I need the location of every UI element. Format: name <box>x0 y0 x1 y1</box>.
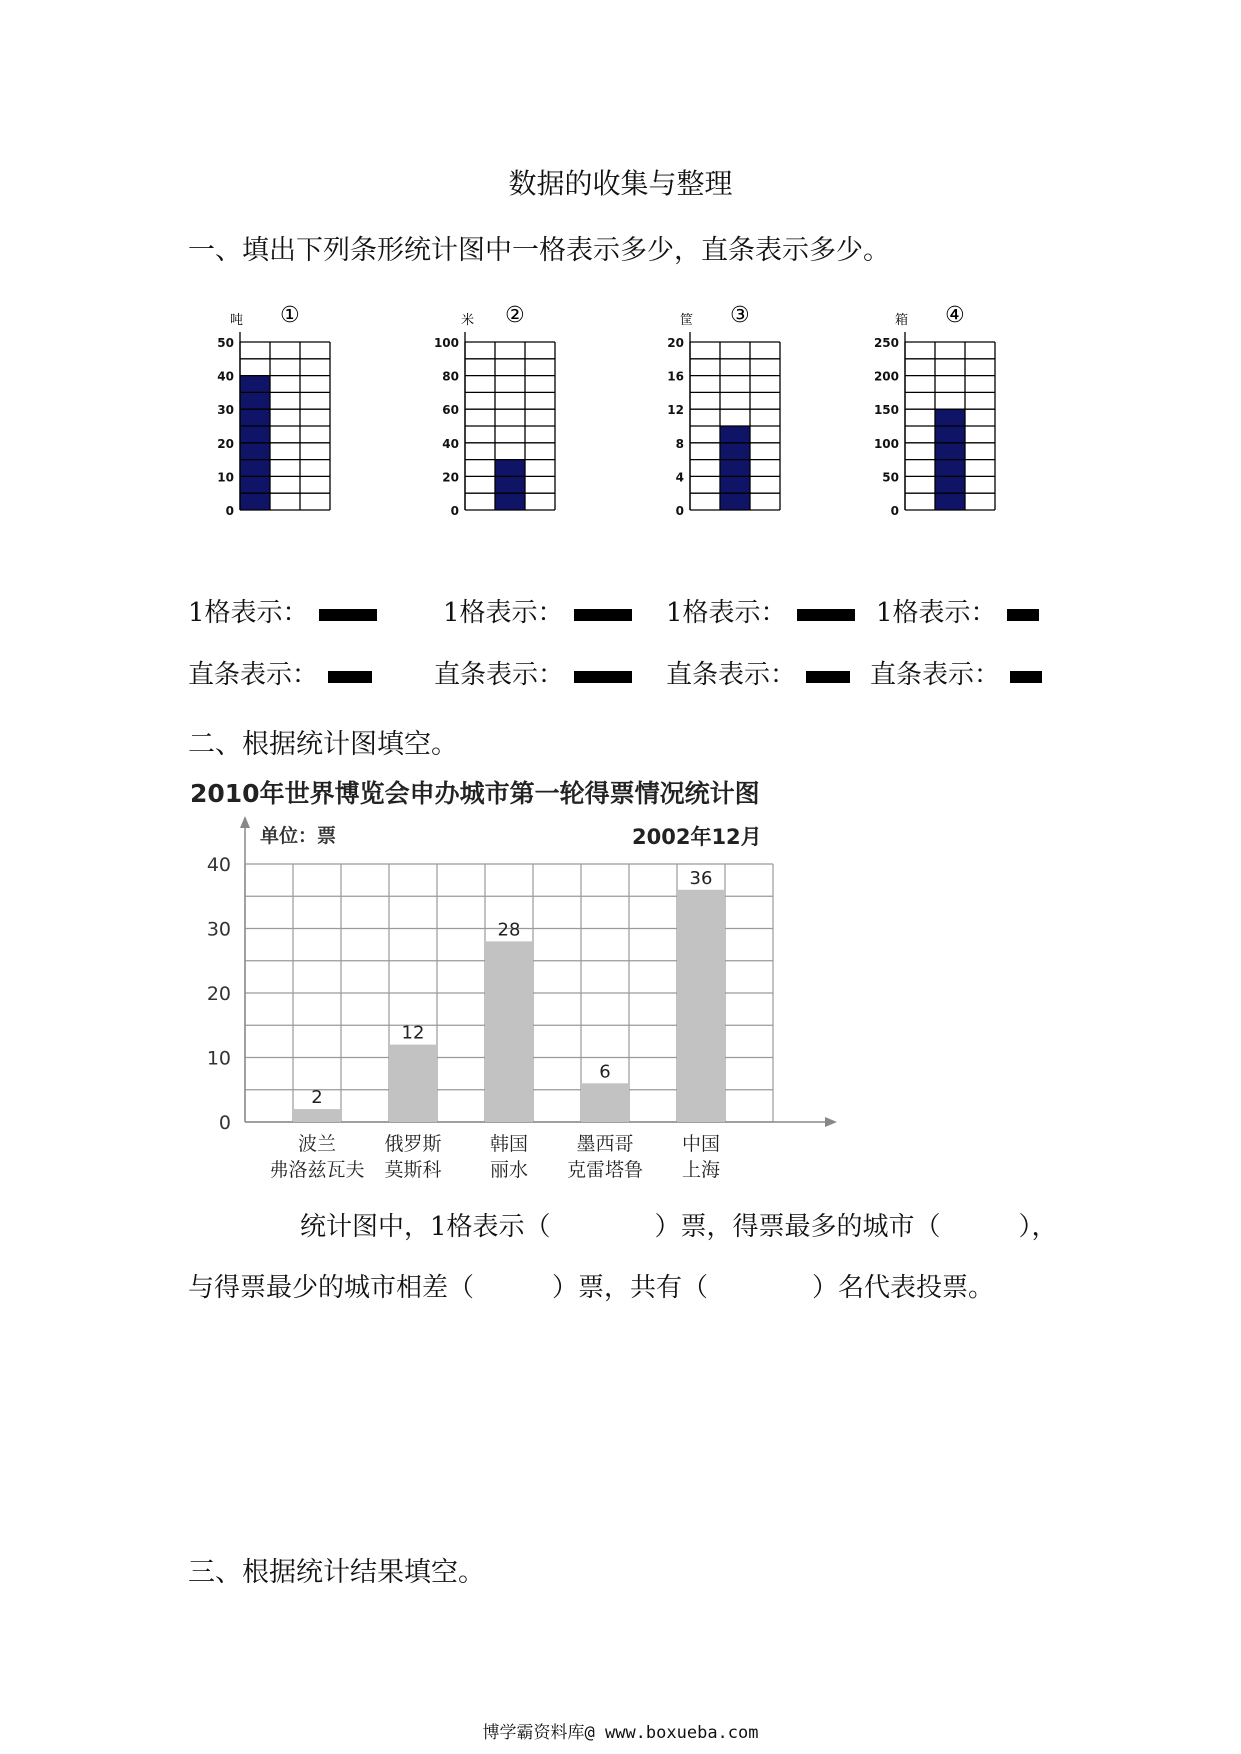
y-tick-label: 12 <box>667 403 684 418</box>
answer-blank[interactable] <box>797 609 855 621</box>
bar <box>677 890 725 1122</box>
y-tick-label: 10 <box>217 470 234 485</box>
bar-answer-1: 直条表示： <box>188 654 372 691</box>
y-tick-label: 20 <box>217 436 234 451</box>
bar <box>495 460 525 510</box>
y-tick-label: 30 <box>217 403 234 418</box>
answer-blank[interactable] <box>574 671 632 683</box>
unit-label: 单位：票 <box>260 825 337 847</box>
y-tick-label: 0 <box>225 504 234 518</box>
y-tick-label: 40 <box>442 436 459 451</box>
answer-blank[interactable] <box>806 671 850 683</box>
x-axis-arrow <box>825 1117 837 1127</box>
category-label: 上海 <box>681 1159 721 1181</box>
chart-unit: 吨 <box>230 313 244 328</box>
y-tick-label: 20 <box>206 983 231 1005</box>
y-tick-label: 50 <box>217 336 234 350</box>
y-tick-label: 10 <box>206 1047 231 1070</box>
chart-number: ④ <box>945 303 965 328</box>
section-2-heading: 二、根据统计图填空。 <box>188 729 458 760</box>
data-label: 12 <box>401 1022 425 1044</box>
answer-blank[interactable] <box>319 609 377 621</box>
chart-unit: 筐 <box>680 313 694 328</box>
y-tick-label: 0 <box>450 504 459 518</box>
bar <box>720 426 750 510</box>
bar-answer-2: 直条表示： <box>434 654 632 691</box>
y-tick-label: 80 <box>442 369 459 384</box>
section-3-heading: 三、根据统计结果填空。 <box>188 1557 485 1588</box>
cell-answer-2: 1格表示： <box>443 592 632 629</box>
category-label: 韩国 <box>489 1133 529 1155</box>
bar <box>485 941 533 1122</box>
category-label: 波兰 <box>297 1133 337 1155</box>
y-tick-label: 40 <box>206 854 231 876</box>
y-tick-label: 40 <box>217 369 234 384</box>
data-label: 2 <box>311 1087 323 1109</box>
y-tick-label: 200 <box>873 369 899 384</box>
y-tick-label: 20 <box>667 336 684 350</box>
bar <box>581 1083 629 1122</box>
y-tick-label: 100 <box>433 336 459 350</box>
answer-blank[interactable] <box>574 609 632 621</box>
y-tick-label: 8 <box>675 436 684 451</box>
small-bar-chart-4 <box>865 300 1055 550</box>
answer-blank[interactable] <box>1010 671 1042 683</box>
y-axis-arrow <box>240 816 250 828</box>
chart-unit: 米 <box>461 313 475 328</box>
category-label: 中国 <box>681 1133 721 1155</box>
chart-date: 2002年12月 <box>632 825 762 849</box>
category-label: 丽水 <box>489 1159 529 1181</box>
cell-answer-4: 1格表示： <box>876 592 1039 629</box>
cell-answer-1: 1格表示： <box>188 592 377 629</box>
chart-number: ② <box>505 303 525 328</box>
data-label: 6 <box>599 1061 611 1083</box>
section-1-heading: 一、填出下列条形统计图中一格表示多少，直条表示多少。 <box>188 235 890 266</box>
y-tick-label: 0 <box>218 1112 231 1134</box>
y-tick-label: 0 <box>675 504 684 518</box>
chart-number: ③ <box>730 303 750 328</box>
y-tick-label: 250 <box>873 336 899 350</box>
bar-answer-3: 直条表示： <box>666 654 850 691</box>
y-tick-label: 100 <box>873 436 899 451</box>
answer-blank[interactable] <box>328 671 372 683</box>
big-chart-title: 2010年世界博览会申办城市第一轮得票情况统计图 <box>190 779 760 808</box>
page-title: 数据的收集与整理 <box>508 167 733 200</box>
cell-answer-3: 1格表示： <box>666 592 855 629</box>
small-bar-chart-3 <box>650 300 840 550</box>
votes-bar-chart <box>200 812 860 1192</box>
bar-answer-4: 直条表示： <box>870 654 1042 691</box>
category-label: 俄罗斯 <box>384 1133 442 1155</box>
y-tick-label: 0 <box>890 504 899 518</box>
category-label: 弗洛兹瓦夫 <box>269 1159 365 1181</box>
data-label: 28 <box>497 919 521 941</box>
small-bar-chart-2 <box>425 300 615 550</box>
footer-text: 博学霸资料库@ www.boxueba.com <box>482 1723 759 1743</box>
small-bar-chart-1 <box>200 300 390 550</box>
y-tick-label: 30 <box>206 918 231 941</box>
question-2-line-2: 与得票最少的城市相差（ ）票，共有（ ）名代表投票。 <box>188 1273 995 1303</box>
category-label: 莫斯科 <box>384 1159 442 1181</box>
y-tick-label: 16 <box>667 369 684 384</box>
bar <box>389 1045 437 1122</box>
y-tick-label: 60 <box>442 403 459 418</box>
category-label: 墨西哥 <box>576 1133 634 1155</box>
chart-number: ① <box>280 303 300 328</box>
category-label: 克雷塔鲁 <box>566 1159 644 1181</box>
bar <box>293 1109 341 1122</box>
y-tick-label: 20 <box>442 470 459 485</box>
data-label: 36 <box>689 867 713 889</box>
answer-blank[interactable] <box>1007 609 1039 621</box>
y-tick-label: 50 <box>882 470 899 485</box>
question-2-line-1: 统计图中，1格表示（ ）票，得票最多的城市（ ）， <box>300 1212 1058 1242</box>
y-tick-label: 4 <box>675 470 684 485</box>
y-tick-label: 150 <box>873 403 899 418</box>
chart-unit: 箱 <box>895 313 909 328</box>
